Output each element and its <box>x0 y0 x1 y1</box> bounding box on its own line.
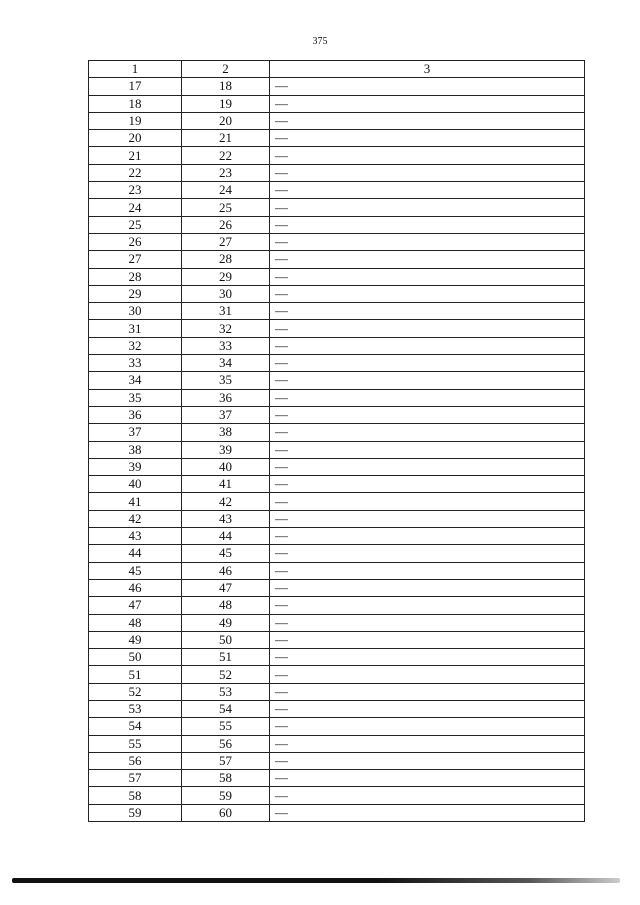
table-row <box>89 735 585 752</box>
table-cell-col3: — <box>270 78 585 95</box>
table-cell-col1: 56 <box>89 752 182 769</box>
table-cell-col1: 17 <box>89 78 182 95</box>
table-cell-col3: — <box>270 752 585 769</box>
table-cell-col2: 30 <box>182 285 270 302</box>
table-cell-col3: — <box>270 303 585 320</box>
table-cell-col3: — <box>270 355 585 372</box>
table-cell-col2: 20 <box>182 112 270 129</box>
table-cell-col3: — <box>270 649 585 666</box>
table-row <box>89 303 585 320</box>
table-row <box>89 199 585 216</box>
table-cell-col1: 38 <box>89 441 182 458</box>
table-cell-col2: 24 <box>182 182 270 199</box>
table-cell-col1: 59 <box>89 804 182 821</box>
table-cell-col3: — <box>270 545 585 562</box>
table-cell-col3: — <box>270 666 585 683</box>
table-cell-col3: — <box>270 164 585 181</box>
table-cell-col1: 51 <box>89 666 182 683</box>
table-row <box>89 597 585 614</box>
table-cell-col3: — <box>270 406 585 423</box>
table-cell-col1: 24 <box>89 199 182 216</box>
table-cell-col1: 18 <box>89 95 182 112</box>
table-cell-col1: 26 <box>89 233 182 250</box>
table-cell-col1: 57 <box>89 770 182 787</box>
table-row <box>89 441 585 458</box>
table-cell-col3: — <box>270 718 585 735</box>
table-cell-col3: — <box>270 631 585 648</box>
table-row <box>89 164 585 181</box>
table-cell-col1: 40 <box>89 476 182 493</box>
table-cell-col2: 29 <box>182 268 270 285</box>
table-cell-col3: — <box>270 579 585 596</box>
table-cell-col1: 19 <box>89 112 182 129</box>
table-cell-col1: 33 <box>89 355 182 372</box>
table-cell-col2: 19 <box>182 95 270 112</box>
table-cell-col2: 39 <box>182 441 270 458</box>
table-cell-col3: — <box>270 112 585 129</box>
table-row <box>89 389 585 406</box>
table-row <box>89 424 585 441</box>
table-row <box>89 112 585 129</box>
table-cell-col3: — <box>270 683 585 700</box>
table-cell-col1: 35 <box>89 389 182 406</box>
table-cell-col3: — <box>270 562 585 579</box>
column-header-1: 1 <box>89 61 182 78</box>
table-row <box>89 355 585 372</box>
table-cell-col2: 22 <box>182 147 270 164</box>
table-cell-col3: — <box>270 130 585 147</box>
table-cell-col3: — <box>270 320 585 337</box>
table-row <box>89 216 585 233</box>
table-cell-col1: 41 <box>89 493 182 510</box>
table-cell-col2: 28 <box>182 251 270 268</box>
table-cell-col3: — <box>270 251 585 268</box>
table-cell-col2: 38 <box>182 424 270 441</box>
table-row <box>89 78 585 95</box>
table-cell-col2: 52 <box>182 666 270 683</box>
table-cell-col2: 31 <box>182 303 270 320</box>
table-cell-col1: 45 <box>89 562 182 579</box>
table-cell-col1: 58 <box>89 787 182 804</box>
table-cell-col1: 36 <box>89 406 182 423</box>
table-row <box>89 251 585 268</box>
table-cell-col1: 37 <box>89 424 182 441</box>
table-cell-col2: 35 <box>182 372 270 389</box>
table-row <box>89 700 585 717</box>
table-body <box>89 78 585 822</box>
table-cell-col3: — <box>270 787 585 804</box>
table-row <box>89 95 585 112</box>
table-cell-col3: — <box>270 597 585 614</box>
table-cell-col2: 43 <box>182 510 270 527</box>
table-cell-col2: 21 <box>182 130 270 147</box>
table-row <box>89 510 585 527</box>
table-cell-col1: 30 <box>89 303 182 320</box>
table-cell-col1: 32 <box>89 337 182 354</box>
table-row <box>89 372 585 389</box>
table-cell-col3: — <box>270 285 585 302</box>
table-row <box>89 130 585 147</box>
table-cell-col2: 26 <box>182 216 270 233</box>
table-cell-col3: — <box>270 182 585 199</box>
table-cell-col3: — <box>270 458 585 475</box>
table-cell-col1: 34 <box>89 372 182 389</box>
table-cell-col2: 23 <box>182 164 270 181</box>
page-number: 375 <box>312 36 328 47</box>
table-cell-col1: 25 <box>89 216 182 233</box>
data-table <box>88 60 585 822</box>
table-cell-col2: 55 <box>182 718 270 735</box>
table-cell-col3: — <box>270 389 585 406</box>
table-cell-col3: — <box>270 268 585 285</box>
table-row <box>89 337 585 354</box>
table-cell-col2: 58 <box>182 770 270 787</box>
table-cell-col3: — <box>270 147 585 164</box>
table-cell-col3: — <box>270 233 585 250</box>
table-cell-col3: — <box>270 735 585 752</box>
table-row <box>89 614 585 631</box>
table-row <box>89 562 585 579</box>
table-row <box>89 770 585 787</box>
table-row <box>89 285 585 302</box>
table-row <box>89 631 585 648</box>
table-cell-col2: 42 <box>182 493 270 510</box>
table-cell-col3: — <box>270 476 585 493</box>
table-cell-col2: 60 <box>182 804 270 821</box>
table-cell-col3: — <box>270 700 585 717</box>
column-header-2: 2 <box>182 61 270 78</box>
table-cell-col2: 41 <box>182 476 270 493</box>
table-row <box>89 683 585 700</box>
table-cell-col2: 33 <box>182 337 270 354</box>
table-cell-col2: 59 <box>182 787 270 804</box>
table-cell-col3: — <box>270 770 585 787</box>
table-row <box>89 804 585 821</box>
table-cell-col1: 39 <box>89 458 182 475</box>
table-cell-col2: 48 <box>182 597 270 614</box>
table-cell-col2: 51 <box>182 649 270 666</box>
table-row <box>89 752 585 769</box>
column-header-3: 3 <box>270 61 585 78</box>
table-cell-col1: 20 <box>89 130 182 147</box>
table-row <box>89 406 585 423</box>
table-row <box>89 528 585 545</box>
table-row <box>89 320 585 337</box>
table-cell-col2: 40 <box>182 458 270 475</box>
table-cell-col1: 42 <box>89 510 182 527</box>
table-cell-col1: 52 <box>89 683 182 700</box>
table-cell-col1: 46 <box>89 579 182 596</box>
table-cell-col1: 22 <box>89 164 182 181</box>
table-cell-col3: — <box>270 528 585 545</box>
table-cell-col3: — <box>270 199 585 216</box>
table-row <box>89 233 585 250</box>
table-cell-col2: 18 <box>182 78 270 95</box>
table-cell-col1: 28 <box>89 268 182 285</box>
table-row <box>89 718 585 735</box>
table-cell-col3: — <box>270 372 585 389</box>
table-cell-col1: 48 <box>89 614 182 631</box>
table-cell-col1: 23 <box>89 182 182 199</box>
table-row <box>89 545 585 562</box>
table-cell-col1: 44 <box>89 545 182 562</box>
table-cell-col3: — <box>270 95 585 112</box>
table-cell-col1: 31 <box>89 320 182 337</box>
table-cell-col2: 57 <box>182 752 270 769</box>
table-cell-col2: 45 <box>182 545 270 562</box>
table-cell-col2: 46 <box>182 562 270 579</box>
table-cell-col3: — <box>270 510 585 527</box>
table-cell-col2: 50 <box>182 631 270 648</box>
table-cell-col2: 37 <box>182 406 270 423</box>
table-row <box>89 458 585 475</box>
table-header-row <box>89 61 585 78</box>
table-row <box>89 476 585 493</box>
table-cell-col2: 56 <box>182 735 270 752</box>
table-cell-col2: 36 <box>182 389 270 406</box>
table-row <box>89 787 585 804</box>
table-row <box>89 182 585 199</box>
table-cell-col2: 47 <box>182 579 270 596</box>
table-row <box>89 649 585 666</box>
table-row <box>89 268 585 285</box>
table-row <box>89 147 585 164</box>
table-cell-col1: 54 <box>89 718 182 735</box>
table-row <box>89 493 585 510</box>
table-cell-col3: — <box>270 424 585 441</box>
table-cell-col3: — <box>270 614 585 631</box>
table-cell-col1: 49 <box>89 631 182 648</box>
table-cell-col2: 44 <box>182 528 270 545</box>
table-cell-col3: — <box>270 804 585 821</box>
table-cell-col1: 50 <box>89 649 182 666</box>
table-row <box>89 579 585 596</box>
table-cell-col1: 53 <box>89 700 182 717</box>
table-cell-col2: 25 <box>182 199 270 216</box>
table-cell-col1: 27 <box>89 251 182 268</box>
table-cell-col3: — <box>270 337 585 354</box>
table-cell-col3: — <box>270 493 585 510</box>
table-cell-col2: 54 <box>182 700 270 717</box>
table-cell-col2: 53 <box>182 683 270 700</box>
table-cell-col2: 27 <box>182 233 270 250</box>
table-cell-col1: 43 <box>89 528 182 545</box>
table-cell-col1: 47 <box>89 597 182 614</box>
table-cell-col2: 49 <box>182 614 270 631</box>
table-cell-col3: — <box>270 216 585 233</box>
table-cell-col1: 29 <box>89 285 182 302</box>
table-cell-col1: 21 <box>89 147 182 164</box>
table-cell-col2: 34 <box>182 355 270 372</box>
table-cell-col2: 32 <box>182 320 270 337</box>
table-cell-col3: — <box>270 441 585 458</box>
table-row <box>89 666 585 683</box>
table-cell-col1: 55 <box>89 735 182 752</box>
bottom-rule <box>12 878 620 883</box>
